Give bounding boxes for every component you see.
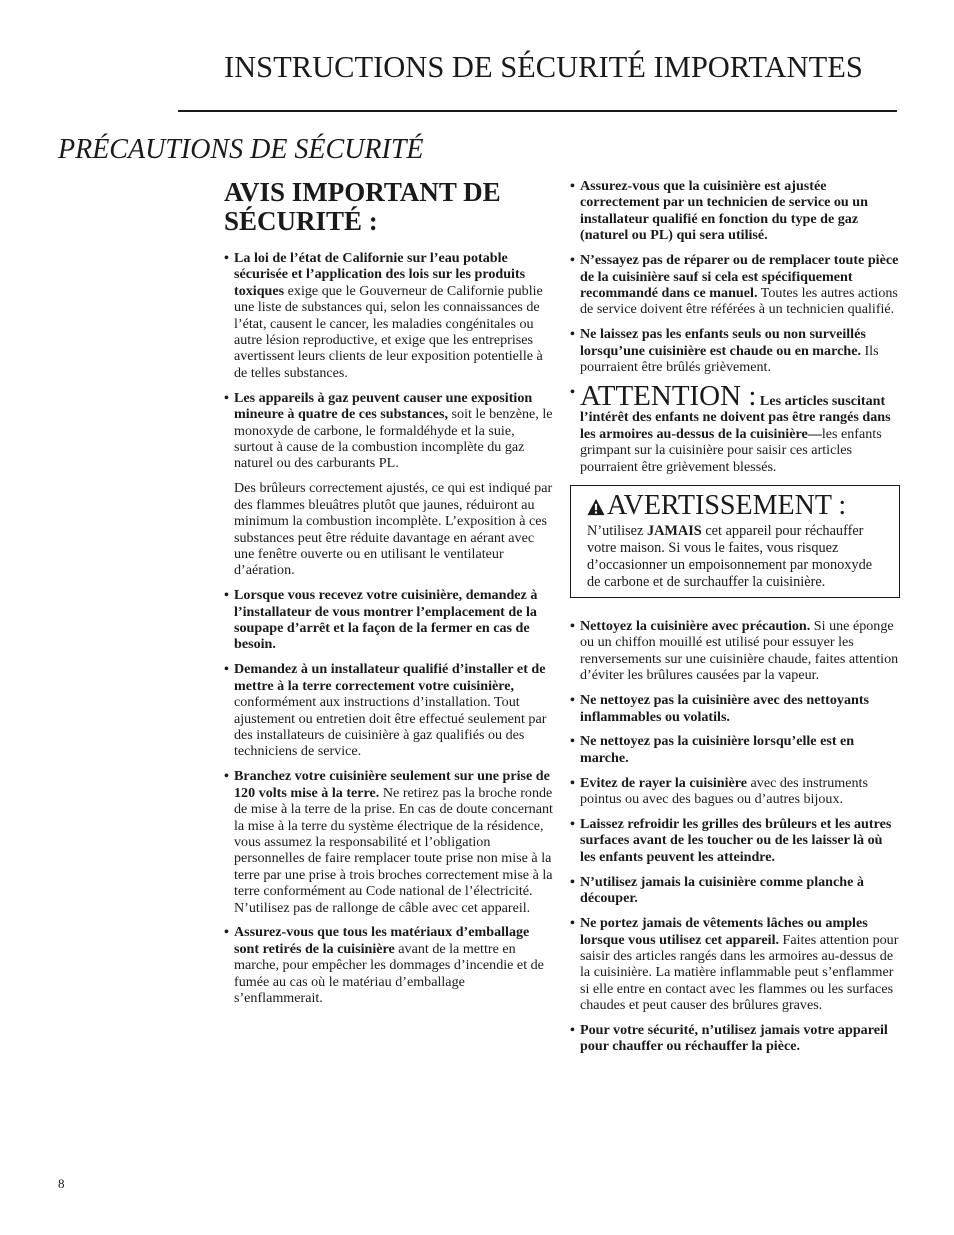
- list-item: [570, 874, 900, 907]
- item-bold-text: N’utilisez jamais la cuisinière comme planche à découper.: [580, 873, 864, 907]
- item-bold-text: Ne nettoyez pas la cuisinière lorsqu’elle est en marche.: [580, 733, 855, 766]
- attention-label: ATTENTION :: [580, 379, 757, 412]
- list-item: [224, 587, 554, 653]
- list-item: [570, 618, 900, 684]
- bullet-icon: •: [224, 250, 229, 266]
- item-bold-text: Lorsque vous recevez votre cuisinière, demandez à l’installateur de vous montrer l’emplacement de la soupape d’arrêt et la façon de la fermer en cas de besoin.: [234, 587, 538, 653]
- item-bold-text: Evitez de rayer la cuisinière: [580, 774, 747, 791]
- bullet-icon: •: [570, 618, 575, 634]
- item-bold-text: Laissez refroidir les grilles des brûleurs et les autres surfaces avant de les toucher ou de les laisser là où les enfants peuvent les atteindre.: [580, 816, 892, 865]
- warning-text: [587, 523, 889, 591]
- warning-triangle-icon: [587, 498, 605, 516]
- item-text: Ils pourraient être brûlés grièvement.: [580, 342, 879, 376]
- bullet-icon: •: [570, 326, 575, 343]
- item-bold-text: Nettoyez la cuisinière avec précaution.: [580, 618, 811, 634]
- list-item: [224, 250, 554, 381]
- item-bold-text: Branchez votre cuisinière seulement sur une prise de 120 volts mise à la terre.: [234, 768, 550, 801]
- list-item: [570, 178, 900, 244]
- bullet-icon: •: [570, 816, 575, 833]
- attention-bold-text: Les articles suscitant l’intérêt des enfants ne doivent pas être rangés dans les armoires au-dessus de la cuisinière—: [580, 392, 891, 442]
- bullet-icon: •: [224, 389, 229, 406]
- bullet-icon: •: [570, 873, 575, 890]
- list-item: [570, 816, 900, 865]
- list-item: [570, 733, 900, 766]
- bullet-icon: •: [570, 692, 575, 709]
- list-item: [224, 390, 554, 472]
- item-text: avec des instruments pointus ou avec des bagues ou d’autres bijoux.: [580, 774, 868, 808]
- list-item: [570, 1022, 900, 1055]
- warning-title: AVERTISSEMENT :: [607, 490, 847, 521]
- item-text: avant de la mettre en marche, pour empêcher les dommages d’incendie et de fumée au cas où le matériau d’emballage s’enflammerait.: [234, 940, 544, 1007]
- section-title: PRÉCAUTIONS DE SÉCURITÉ: [58, 134, 424, 165]
- bullet-icon: •: [570, 733, 575, 750]
- item-bold-text: Assurez-vous que la cuisinière est ajustée correctement par un technicien de service ou un installateur qualifié en fonction du type de gaz (naturel ou PL) qui sera utilisé.: [580, 178, 868, 244]
- bullet-icon: •: [570, 774, 575, 791]
- item-bold-text: N’essayez pas de réparer ou de remplacer toute pièce de la cuisinière sauf si cela est spécifiquement recommandé dans ce manuel.: [580, 252, 899, 301]
- item-text: soit le benzène, le monoxyde de carbone, le formaldéhyde et la suie, surtout à cause de la combustion incomplète du gaz naturel ou des carburants PL.: [234, 406, 553, 472]
- list-item: [570, 252, 900, 318]
- attention-item: [570, 379, 900, 475]
- warning-box: [570, 485, 900, 598]
- warning-heading: [587, 489, 889, 523]
- item-bold-text: La loi de l’état de Californie sur l’eau potable sécurisée et l’application des lois sur les produits toxiques: [234, 250, 526, 299]
- item-text: Faites attention pour saisir des articles rangés dans les armoires au-dessus de la cuisinière. La matière inflammable peut s’enflammer si elle entre en contact avec les flammes ou les surfaces chaudes et peut causer des brûlures graves.: [580, 931, 899, 1014]
- item-bold-text: Ne laissez pas les enfants seuls ou non surveillés lorsqu’une cuisinière est chaude ou en marche.: [580, 326, 866, 359]
- bullet-icon: •: [224, 768, 229, 785]
- page-title: INSTRUCTIONS DE SÉCURITÉ IMPORTANTES: [224, 50, 863, 84]
- item-bold-text: Assurez-vous que tous les matériaux d’emballage sont retirés de la cuisinière: [234, 924, 530, 957]
- warning-emphasis: JAMAIS: [646, 523, 702, 539]
- notice-heading: AVIS IMPORTANT DE SÉCURITÉ :: [224, 177, 501, 236]
- bullet-icon: •: [224, 924, 229, 941]
- page-number: 8: [58, 1176, 65, 1191]
- bullet-icon: •: [570, 252, 575, 269]
- item-text: exige que le Gouverneur de Californie publie une liste de substances qui, selon les connaissances de l’état, causent le cancer, les maladies congénitales ou autre lésion reproductive, et exige que les entreprises avertissent leurs clients de leur exposition potentielle à de telles substances.: [234, 282, 543, 381]
- list-item: [224, 924, 554, 1006]
- bullet-icon: •: [570, 915, 575, 932]
- item-bold-text: Ne portez jamais de vêtements lâches ou amples lorsque vous utilisez cet appareil.: [580, 915, 868, 948]
- bullet-icon: •: [570, 383, 575, 400]
- item-bold-text: Demandez à un installateur qualifié d’installer et de mettre à la terre correctement votre cuisinière,: [234, 661, 546, 694]
- burner-paragraph: Des brûleurs correctement ajustés, ce qui est indiqué par des flammes bleuâtres plutôt que jaunes, réduiront au minimum la combustion incomplète. L’exposition à ces substances peut être réduite davantage en aérant avec une fenêtre ouverte ou en utilisant le ventilateur d’aération.: [234, 480, 553, 579]
- list-item: [570, 692, 900, 725]
- list-item: [224, 661, 554, 759]
- bullet-icon: •: [224, 587, 229, 604]
- attention-text: les enfants grimpant sur la cuisinière pour saisir ces articles pourraient être grièvement blessés.: [580, 425, 882, 475]
- bullet-icon: •: [224, 661, 229, 678]
- item-bold-text: Ne nettoyez pas la cuisinière avec des nettoyants inflammables ou volatils.: [580, 692, 870, 725]
- item-text: Si une éponge ou un chiffon mouillé est utilisé pour essuyer les renversements sur une cuisinière chaude, faites attention d’éviter les brûlures causées par la vapeur.: [580, 618, 899, 684]
- item-bold-text: Pour votre sécurité, n’utilisez jamais votre appareil pour chauffer ou réchauffer la pièce.: [580, 1022, 888, 1055]
- warning-text-pre: N’utilisez: [587, 523, 647, 539]
- list-item: [224, 768, 554, 916]
- left-column: [224, 178, 554, 1015]
- item-bold-text: Les appareils à gaz peuvent causer une exposition mineure à quatre de ces substances,: [234, 389, 533, 423]
- right-column: [570, 178, 900, 1063]
- bullet-icon: •: [570, 1022, 575, 1039]
- item-text: Ne retirez pas la broche ronde de mise à la terre de la prise. En cas de doute concernant la mise à la terre du système électrique de la résidence, vous assumez la responsabilité et l’obligation personnelles de faire remplacer toute prise non mise à la terre par une prise à trois broches correctement mise à la terre conformément au Code national de l’électricité. N’utilisez pas de rallonge de câble avec cet appareil.: [234, 784, 553, 916]
- item-text: conformément aux instructions d’installation. Tout ajustement ou entretien doit être effectué seulement par des installateurs de cuisinière à gaz qualifiés ou des techniciens de service.: [234, 694, 547, 760]
- item-text: Toutes les autres actions de service doivent être référées à un technicien qualifié.: [580, 284, 898, 318]
- bullet-icon: •: [570, 178, 575, 194]
- list-item: [570, 326, 900, 375]
- warning-text-post: cet appareil pour réchauffer votre maison. Si vous le faites, vous risquez d’occasionner un empoisonnement par monoxyde de carbone et de surchauffer la cuisinière.: [587, 523, 873, 590]
- list-item: [570, 915, 900, 1013]
- title-rule: [178, 110, 897, 112]
- list-item: [570, 775, 900, 808]
